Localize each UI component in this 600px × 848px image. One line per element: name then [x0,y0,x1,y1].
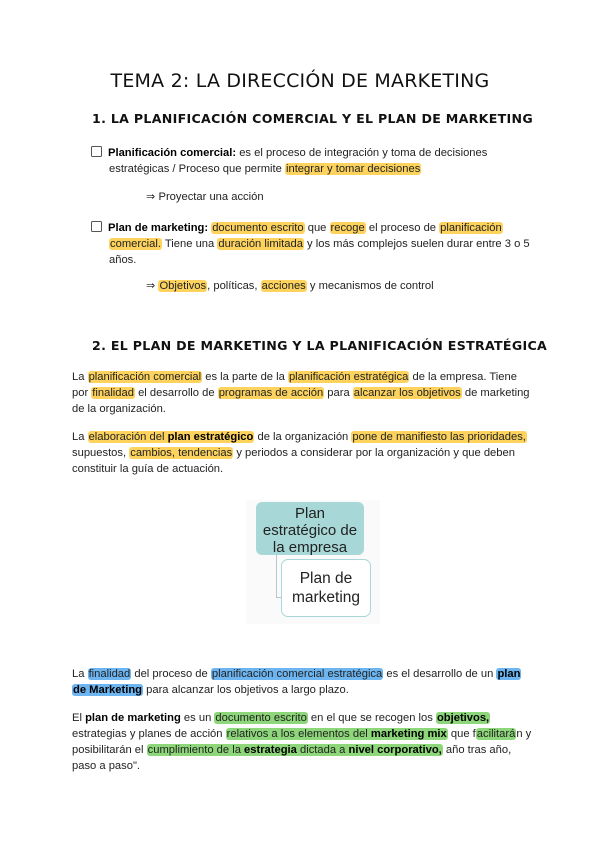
text: el proceso de [365,222,440,234]
highlight: planificación [440,222,502,234]
paragraph-2: La elaboración del plan estratégico de la organización pone de manifiesto las prioridades, supuestos, cambios, tendencias y periodos a considerar por la organización y que deben constituir la guía de actuación. [72,431,526,475]
arrow-note: ⇒ Proyectar una acción [146,191,264,203]
highlight: recoge [330,222,365,234]
paragraph-1: La planificación comercial es la parte de la planificación estratégica de la empresa. Tiene por finalidad el desarrollo de programas de acción para alcanzar los objetivos de marketing de la organización. [72,371,530,415]
highlight: documento escrito [212,222,304,234]
checkbox-icon[interactable] [91,221,102,232]
highlight: plan [497,668,521,680]
checkbox-icon[interactable] [91,146,102,157]
list-item-planificacion-comercial [91,145,487,177]
highlight: comercial. [110,238,161,250]
arrow-note [146,279,434,292]
term: Planificación comercial: [108,147,237,159]
highlight: de Marketing [73,684,143,696]
term: Plan de marketing: [108,222,209,234]
list-item-plan-de-marketing [91,220,530,268]
highlight: relativos a los elementos del marketing mix [226,728,447,740]
text: y los más complejos suelen durar entre 3 o 5 [303,238,530,250]
text: y mecanismos de control [306,280,434,292]
highlight: elaboración del plan estratégico [88,431,254,443]
highlight: integrar y tomar decisiones [285,163,421,175]
highlight: acilitará [476,728,516,740]
highlight: documento escrito [215,712,307,724]
text: estratégicas / Proceso que permite [109,163,285,175]
highlight: finalidad [88,668,131,680]
arrow-icon: ⇒ [146,280,159,292]
text: años. [109,254,137,266]
section1-heading: 1. LA PLANIFICACIÓN COMERCIAL Y EL PLAN DE MARKETING [92,111,533,126]
document-title: TEMA 2: LA DIRECCIÓN DE MARKETING [110,70,490,92]
strategic-plan-diagram [246,500,380,624]
section2-heading: 2. EL PLAN DE MARKETING Y LA PLANIFICACIÓN ESTRATÉGICA [92,338,548,353]
text: Tiene una [161,238,218,250]
highlight: cumplimiento de la estrategia dictada a nivel corporativo, [147,744,442,756]
highlight: acciones [261,280,306,292]
highlight: planificación comercial estratégica [211,668,383,680]
highlight: duración limitada [218,238,303,250]
diagram-box-plan-estrategico: Plan estratégico de la empresa [256,502,364,555]
diagram-box-plan-marketing: Plan de marketing [281,559,371,617]
highlight: planificación comercial [88,371,202,383]
paragraph-4: El plan de marketing es un documento escrito en el que se recogen los objetivos, estrategias y planes de acción relativos a los elementos del marketing mix que facilitarán y posibilitarán el cumplimiento de la estrategia dictada a nivel corporativo, año tras año, paso a paso". [72,712,532,772]
highlight: Objetivos [159,280,207,292]
highlight: objetivos, [436,712,490,724]
text: que [304,222,330,234]
highlight: pone de manifiesto las prioridades, [352,431,526,443]
highlight: finalidad [92,387,134,399]
highlight: planificación estratégica [288,371,409,383]
highlight: alcanzar los objetivos [353,387,461,399]
text: , políticas, [207,280,261,292]
text: es el proceso de integración y toma de decisiones [236,147,488,159]
highlight: programas de acción [218,387,324,399]
highlight: cambios, tendencias [130,447,233,459]
paragraph-3: La finalidad del proceso de planificación comercial estratégica es el desarrollo de un plan de Marketing para alcanzar los objetivos a largo plazo. [72,668,521,696]
